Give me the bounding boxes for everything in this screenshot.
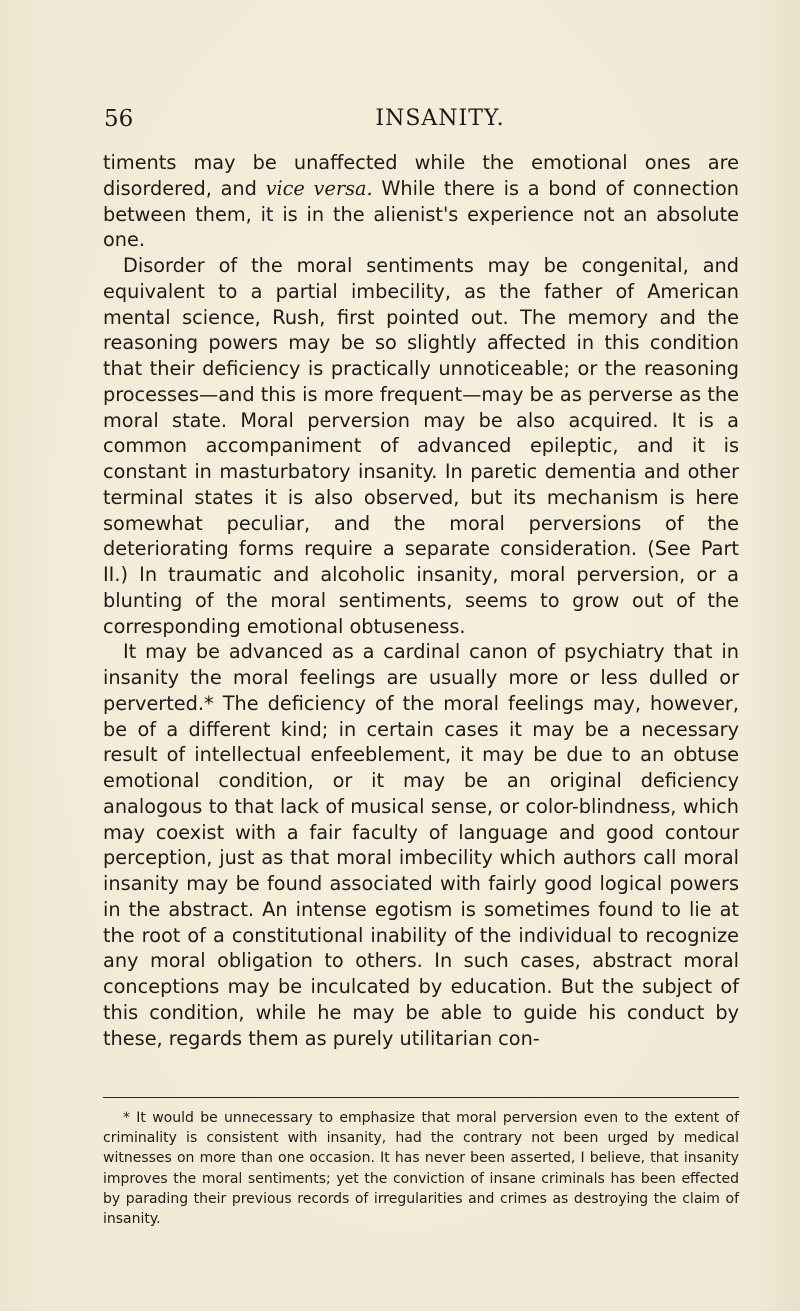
footnote-rule (103, 1097, 739, 1098)
paragraph-2: Disorder of the moral sentiments may be congenital, and equivalent to a partial imbecility, as the father of American mental science, Rush, first pointed out. The memory and the reasoning powers may be so slightly affected in this condition that their deficiency is practically unnoticeable; or the reasoning processes—and this is more frequent—may be as perverse as the moral state. Moral perversion may be also acquired. It is a common accompaniment of advanced epileptic, and it is constant in masturbatory insanity. In paretic dementia and other terminal states it is also observed, but its mechanism is here somewhat peculiar, and the moral perversions of the deteriorating forms require a separate consideration. (See Part II.) In traumatic and alcoholic insanity, moral perversion, or a blunting of the moral sentiments, seems to grow out of the corresponding emotional obtuseness. (103, 254, 739, 638)
paragraph-1-text-b: While there is a bond of connection between them, it is in the alienist's experience not an absolute one. (103, 176, 740, 252)
paragraph-1-text-a: timents may be unaffected while the emotional ones are disordered, and (103, 151, 739, 200)
footnote-marker: * (204, 691, 214, 715)
page-header (100, 104, 740, 134)
body-text (103, 150, 739, 1051)
running-head: INSANITY. (375, 106, 505, 131)
paragraph-1 (103, 150, 739, 253)
paragraph-1-italic: vice versa. (265, 176, 373, 200)
paragraph-3-text-a: It may be advanced as a cardinal canon of psychiatry that in insanity the moral feelings are usually more or less dulled or perverted. (103, 640, 739, 715)
page-number: 56 (104, 106, 134, 132)
footnote: * It would be unnecessary to emphasize that moral perversion even to the extent of criminality is consistent with insanity, had the contrary not been urged by medical witnesses on more than one occasion. It has never been asserted, I believe, that insanity improves the moral sentiments; yet the conviction of insane criminals has been effected by parading their previous records of irregularities and crimes as destroying the claim of insanity. (103, 1110, 739, 1228)
paragraph-3-text-b: The deficiency of the moral feelings may, however, be of a different kind; in certain cases it may be a necessary result of intellectual enfeeblement, it may be due to an obtuse emotional condition, or it may be an original deficiency analogous to that lack of musical sense, or color-blindness, which may coexist with a fair faculty of language and good contour perception, just as that moral imbecility which authors call moral insanity may be found associated with fairly good logical powers in the abstract. An intense egotism is sometimes found to lie at the root of a constitutional inability of the individual to recognize any moral obligation to others. In such cases, abstract moral conceptions may be inculcated by education. But the subject of this condition, while he may be able to guide his conduct by these, regards them as purely utilitarian con- (103, 691, 739, 1050)
paragraph-3 (103, 639, 739, 1051)
